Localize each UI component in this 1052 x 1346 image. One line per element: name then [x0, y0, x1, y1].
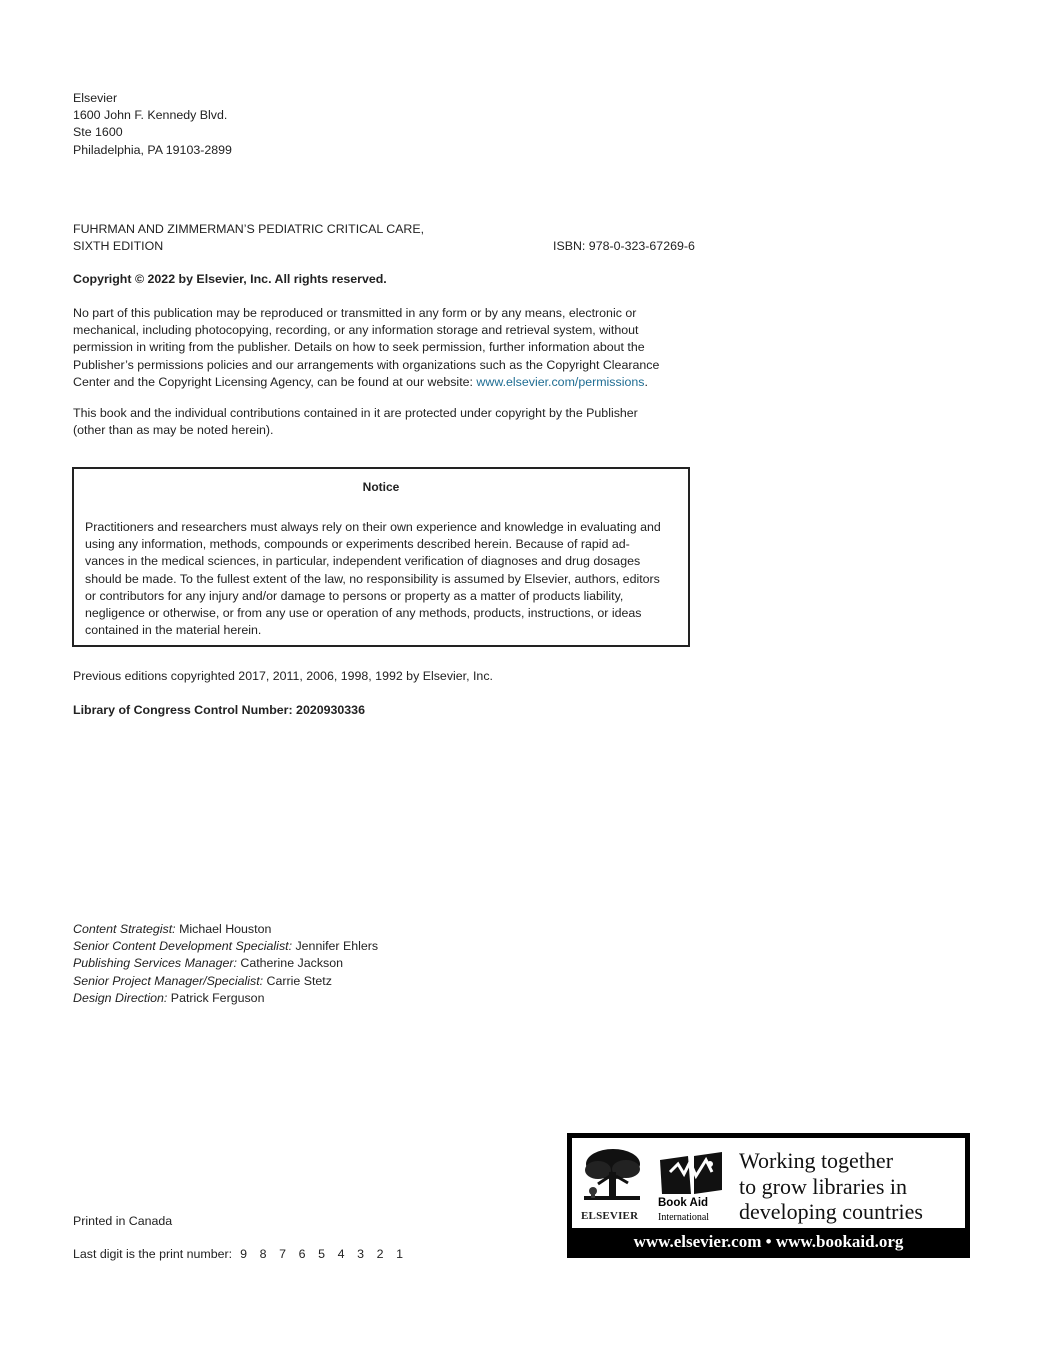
print-number-line: [73, 1246, 416, 1263]
library-of-congress-number: Library of Congress Control Number: 2020930336: [73, 703, 365, 717]
notice-line: or contributors for any injury and/or damage to persons or property as a matter of products liability,: [85, 588, 624, 603]
credit-line: [73, 973, 378, 990]
notice-box: [72, 467, 690, 647]
print-digit: 3: [357, 1247, 365, 1261]
notice-line: Practitioners and researchers must always rely on their own experience and knowledge in evaluating and: [85, 520, 661, 534]
credit-role: Publishing Services Manager:: [73, 956, 237, 971]
credit-role: Senior Content Development Specialist:: [73, 939, 293, 954]
paragraph-text: .: [644, 374, 648, 389]
credit-name: Michael Houston: [175, 922, 272, 936]
credit-line: [73, 990, 378, 1007]
print-digit: 6: [298, 1247, 306, 1261]
credit-line: [73, 921, 378, 938]
paragraph-line: Publisher’s permissions policies and our arrangements with organizations such as the Copyright Clearance: [73, 357, 660, 372]
credit-role: Design Direction:: [73, 990, 168, 1005]
banner-panel: [572, 1138, 965, 1228]
book-title-line: SIXTH EDITION: [73, 239, 164, 254]
credit-name: Jennifer Ehlers: [292, 939, 379, 954]
protection-paragraph: [73, 405, 638, 439]
publisher-address: [73, 90, 232, 159]
print-digit: 1: [396, 1247, 404, 1261]
paragraph-line: [73, 374, 659, 391]
print-number-label: Last digit is the print number:: [73, 1247, 233, 1261]
credit-name: Patrick Ferguson: [167, 990, 265, 1005]
address-line: 1600 John F. Kennedy Blvd.: [73, 108, 228, 123]
notice-line: contained in the material herein.: [85, 623, 262, 638]
copyright-statement: Copyright © 2022 by Elsevier, Inc. All rights reserved.: [73, 272, 387, 286]
paragraph-line: permission in writing from the publisher. Details on how to seek permission, further information about the: [73, 340, 645, 355]
credit-role: Senior Project Manager/Specialist:: [73, 973, 264, 988]
paragraph-line: No part of this publication may be reproduced or transmitted in any form or by any means, electronic or: [73, 306, 637, 320]
print-digit: 7: [279, 1247, 287, 1261]
isbn: ISBN: 978-0-323-67269-6: [553, 239, 695, 253]
permissions-paragraph: [73, 305, 659, 391]
paragraph-line: (other than as may be noted herein).: [73, 423, 274, 438]
notice-body: [85, 519, 661, 639]
tree-logo-icon: [580, 1146, 644, 1204]
paragraph-text: Center and the Copyright Licensing Agency, can be found at our website:: [73, 374, 477, 389]
print-digit: 9: [240, 1247, 248, 1261]
permissions-link[interactable]: www.elsevier.com/permissions: [476, 374, 645, 389]
slogan-line: to grow libraries in: [739, 1173, 908, 1199]
paragraph-line: This book and the individual contributions contained in it are protected under copyright by the Publisher: [73, 406, 638, 420]
credits: [73, 921, 378, 1007]
address-line: Elsevier: [73, 91, 118, 105]
print-digit: 4: [337, 1247, 345, 1261]
printed-in: Printed in Canada: [73, 1214, 173, 1228]
banner-urls: www.elsevier.com • www.bookaid.org: [633, 1232, 904, 1251]
elsevier-wordmark: ELSEVIER: [581, 1210, 639, 1222]
credit-line: [73, 955, 378, 972]
credit-name: Catherine Jackson: [236, 956, 343, 971]
print-number-digits: [240, 1247, 416, 1261]
credit-name: Carrie Stetz: [263, 973, 332, 988]
notice-line: vances in the medical sciences, in particular, independent verification of diagnoses and drug dosages: [85, 554, 641, 569]
credit-role: Content Strategist:: [73, 922, 176, 936]
bookaid-banner: [567, 1133, 970, 1258]
book-title-line: FUHRMAN AND ZIMMERMAN’S PEDIATRIC CRITICAL CARE,: [73, 222, 425, 236]
notice-heading: Notice: [362, 480, 400, 494]
book-title: [73, 221, 424, 255]
bookaid-subtitle: International: [658, 1212, 710, 1223]
print-digit: 2: [376, 1247, 384, 1261]
paragraph-line: mechanical, including photocopying, recording, or any information storage and retrieval system, without: [73, 323, 639, 338]
notice-line: using any information, methods, compounds or experiments described herein. Because of rapid ad-: [85, 537, 630, 552]
banner-slogan: [739, 1148, 923, 1225]
bookaid-name: Book Aid: [658, 1197, 709, 1209]
address-line: Philadelphia, PA 19103-2899: [73, 142, 232, 157]
book-aid-logo-icon: [658, 1150, 724, 1196]
address-line: Ste 1600: [73, 125, 123, 140]
notice-line: negligence or otherwise, or from any use or operation of any methods, products, instructions, or ideas: [85, 606, 642, 621]
notice-line: should be made. To the fullest extent of the law, no responsibility is assumed by Elsevier, authors, editors: [85, 571, 660, 586]
slogan-line: developing countries: [739, 1199, 923, 1224]
print-digit: 5: [318, 1247, 326, 1261]
credit-line: [73, 938, 378, 955]
previous-editions: Previous editions copyrighted 2017, 2011, 2006, 1998, 1992 by Elsevier, Inc.: [73, 669, 493, 683]
print-digit: 8: [259, 1247, 267, 1261]
slogan-line: Working together: [739, 1148, 894, 1173]
